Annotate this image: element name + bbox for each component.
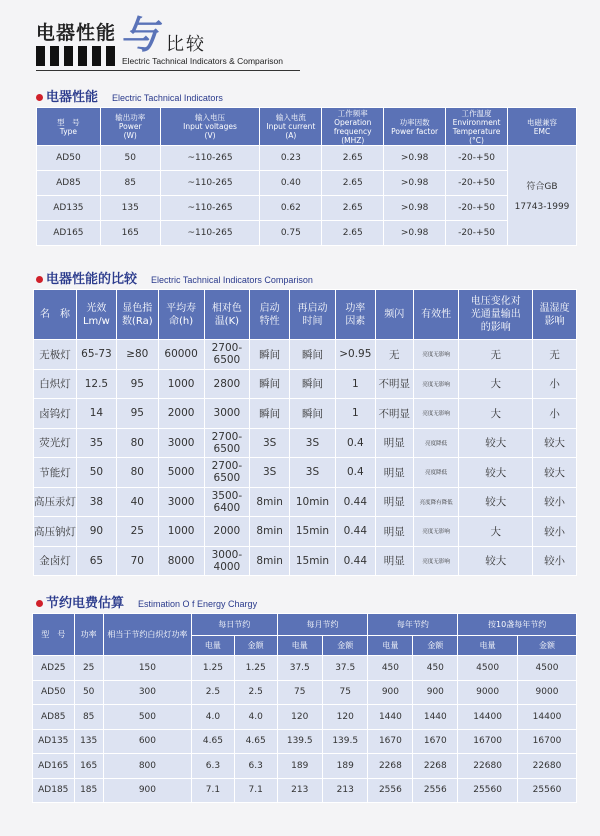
- column-header: 温湿度 影响: [533, 290, 577, 340]
- table-cell: 14: [77, 399, 117, 429]
- table-cell: 3500- 6400: [204, 487, 250, 517]
- column-group-header: 按10盏每年节约: [458, 614, 577, 636]
- table-cell: 较小: [533, 546, 577, 576]
- table-cell: 900: [413, 680, 458, 705]
- table-cell: 8min: [250, 517, 290, 547]
- column-header: 工作频率 Operation frequency (MHZ): [322, 108, 384, 146]
- table-row: [34, 487, 577, 517]
- table-cell: 1440: [368, 705, 413, 730]
- table-cell: 瞬间: [290, 340, 336, 370]
- table-cell: 3S: [250, 428, 290, 458]
- column-header: 电磁兼容 EMC: [508, 108, 577, 146]
- table-cell: 450: [368, 656, 413, 681]
- table-row: [33, 680, 577, 705]
- table-cell: 亮度无影响: [413, 546, 459, 576]
- table-cell: 3000- 4000: [204, 546, 250, 576]
- table-cell: >0.98: [384, 171, 446, 196]
- table-cell: 3S: [250, 458, 290, 488]
- section3-title-en: Estimation O f Energy Chargy: [138, 599, 258, 609]
- table-cell: 8min: [250, 487, 290, 517]
- table-cell: 3000: [204, 399, 250, 429]
- table-cell: 2000: [158, 399, 204, 429]
- column-subheader: 电量: [368, 636, 413, 656]
- emc-cell: 符合GB 17743-1999: [508, 146, 577, 246]
- column-header: 光效 Lm/w: [77, 290, 117, 340]
- table-cell: 0.4: [335, 458, 375, 488]
- table-cell: 25: [116, 517, 158, 547]
- table-cell: 65: [77, 546, 117, 576]
- table-row: [34, 340, 577, 370]
- column-header: 输入电流 Input current (A): [260, 108, 322, 146]
- table-cell: 大: [459, 517, 533, 547]
- table-cell: 150: [103, 656, 191, 681]
- table-cell: 6.3: [192, 754, 235, 779]
- table-cell: 亮度无影响: [413, 399, 459, 429]
- table-row: [34, 458, 577, 488]
- comparison-table: [33, 289, 577, 576]
- table-cell: 瞬间: [250, 399, 290, 429]
- table-cell: 213: [277, 778, 322, 803]
- column-header: 名 称: [34, 290, 77, 340]
- table-cell: AD135: [37, 196, 101, 221]
- table-cell: 500: [103, 705, 191, 730]
- table-cell: 无: [375, 340, 413, 370]
- table-cell: 25560: [517, 778, 576, 803]
- table-cell: 1440: [413, 705, 458, 730]
- table-cell: 3S: [290, 458, 336, 488]
- table-cell: 亮度无影响: [413, 340, 459, 370]
- table-cell: 75: [322, 680, 367, 705]
- column-header: 输出功率 Power (W): [100, 108, 160, 146]
- table-cell: 95: [116, 369, 158, 399]
- section3-title-text: 节约电费估算: [46, 596, 125, 611]
- table-cell: 213: [322, 778, 367, 803]
- table-cell: 9000: [458, 680, 518, 705]
- table-cell: 2.5: [234, 680, 277, 705]
- table-cell: 0.44: [335, 517, 375, 547]
- table-cell: 3S: [290, 428, 336, 458]
- table-cell: 1: [335, 399, 375, 429]
- table-cell: 2.65: [322, 221, 384, 246]
- table-cell: >0.98: [384, 196, 446, 221]
- table-cell: 185: [74, 778, 103, 803]
- table-cell: ≥80: [116, 340, 158, 370]
- table-cell: 85: [100, 171, 160, 196]
- table-cell: 90: [77, 517, 117, 547]
- table-cell: 瞬间: [290, 369, 336, 399]
- table-cell: 1000: [158, 517, 204, 547]
- table-cell: 2268: [368, 754, 413, 779]
- table-cell: 1.25: [192, 656, 235, 681]
- table-cell: 22680: [458, 754, 518, 779]
- header-subtitle: 比较: [166, 34, 206, 55]
- table-cell: AD50: [33, 680, 75, 705]
- column-header: 启动 特性: [250, 290, 290, 340]
- table-cell: -20-+50: [446, 221, 508, 246]
- table-cell: 1: [335, 369, 375, 399]
- header-english: Electric Tachnical Indicators & Comparison: [122, 56, 283, 66]
- column-subheader: 金额: [322, 636, 367, 656]
- table-cell: 较大: [533, 458, 577, 488]
- table-cell: 2.65: [322, 146, 384, 171]
- table-cell: 2.65: [322, 171, 384, 196]
- table-cell: 189: [277, 754, 322, 779]
- table-cell: 14400: [517, 705, 576, 730]
- table-cell: >0.98: [384, 146, 446, 171]
- section1-title-text: 电器性能: [46, 90, 99, 105]
- table-cell: ~110-265: [160, 221, 260, 246]
- table-cell: 金卤灯: [34, 546, 77, 576]
- table-cell: 5000: [158, 458, 204, 488]
- table-cell: 37.5: [277, 656, 322, 681]
- table-cell: 较小: [533, 487, 577, 517]
- table-cell: 0.44: [335, 546, 375, 576]
- column-header: 工作温度 Environment Temperature (°C): [446, 108, 508, 146]
- table-cell: 120: [322, 705, 367, 730]
- table-cell: 60000: [158, 340, 204, 370]
- column-header: 再启动 时间: [290, 290, 336, 340]
- page-header: [0, 0, 600, 80]
- table-cell: 38: [77, 487, 117, 517]
- column-subheader: 电量: [277, 636, 322, 656]
- column-subheader: 金额: [517, 636, 576, 656]
- table-cell: 0.75: [260, 221, 322, 246]
- table-row: [34, 428, 577, 458]
- section3-title: [36, 592, 257, 611]
- table-cell: 16700: [458, 729, 518, 754]
- table-cell: 高压钠灯: [34, 517, 77, 547]
- column-group-header: 每日节约: [192, 614, 277, 636]
- table-cell: 2.5: [192, 680, 235, 705]
- column-header-power: 功率: [74, 614, 103, 656]
- table-cell: 不明显: [375, 399, 413, 429]
- table-cell: 120: [277, 705, 322, 730]
- section2-title-text: 电器性能的比较: [46, 272, 138, 287]
- table-cell: 瞬间: [250, 369, 290, 399]
- table-cell: 2556: [413, 778, 458, 803]
- table-cell: 9000: [517, 680, 576, 705]
- table-cell: 70: [116, 546, 158, 576]
- table-row: [33, 729, 577, 754]
- table-cell: 节能灯: [34, 458, 77, 488]
- table-cell: 较大: [533, 428, 577, 458]
- table-cell: 无极灯: [34, 340, 77, 370]
- table-cell: 600: [103, 729, 191, 754]
- table-cell: 8000: [158, 546, 204, 576]
- table-cell: 0.44: [335, 487, 375, 517]
- column-header: 有效性: [413, 290, 459, 340]
- table-cell: 2.65: [322, 196, 384, 221]
- table-cell: 165: [74, 754, 103, 779]
- column-header: 频闪: [375, 290, 413, 340]
- table-cell: 1670: [413, 729, 458, 754]
- bullet-icon: [36, 276, 43, 283]
- table-cell: 2000: [204, 517, 250, 547]
- table-cell: -20-+50: [446, 171, 508, 196]
- table-cell: 0.23: [260, 146, 322, 171]
- table-cell: 较小: [533, 517, 577, 547]
- table-cell: 139.5: [322, 729, 367, 754]
- table-cell: 50: [77, 458, 117, 488]
- table-row: [37, 146, 577, 171]
- table-cell: 1670: [368, 729, 413, 754]
- column-header-equivalent: 相当于节约白炽灯功率: [103, 614, 191, 656]
- section1-title: [36, 86, 223, 105]
- table-cell: 明显: [375, 428, 413, 458]
- table-cell: 10min: [290, 487, 336, 517]
- table-cell: 300: [103, 680, 191, 705]
- column-header: 显色指 数(Ra): [116, 290, 158, 340]
- column-group-header: 每月节约: [277, 614, 368, 636]
- section1-title-en: Electric Tachnical Indicators: [112, 93, 223, 103]
- table-cell: 亮度降低: [413, 428, 459, 458]
- table-cell: 荧光灯: [34, 428, 77, 458]
- table-cell: 较大: [459, 487, 533, 517]
- table-cell: 小: [533, 369, 577, 399]
- table-cell: 明显: [375, 487, 413, 517]
- table-cell: 900: [368, 680, 413, 705]
- column-subheader: 电量: [192, 636, 235, 656]
- table-row: [37, 196, 577, 221]
- column-subheader: 电量: [458, 636, 518, 656]
- header-title: 电器性能: [36, 22, 117, 44]
- column-header: 平均寿 命(h): [158, 290, 204, 340]
- table-cell: 卤钨灯: [34, 399, 77, 429]
- table-cell: 4.65: [192, 729, 235, 754]
- column-group-header: 每年节约: [368, 614, 458, 636]
- table-cell: 2700- 6500: [204, 458, 250, 488]
- table-cell: 2700- 6500: [204, 340, 250, 370]
- table-cell: 37.5: [322, 656, 367, 681]
- header-big-char: 与: [120, 13, 159, 57]
- table-cell: 亮度降低: [413, 458, 459, 488]
- column-header: 型 号 Type: [37, 108, 101, 146]
- table-cell: 800: [103, 754, 191, 779]
- table-row: [34, 546, 577, 576]
- table-row: [34, 517, 577, 547]
- table-cell: 16700: [517, 729, 576, 754]
- table-row: [37, 171, 577, 196]
- column-header: 相对色 温(K): [204, 290, 250, 340]
- table-cell: 3000: [158, 428, 204, 458]
- table-row: [34, 399, 577, 429]
- table-cell: 亮度降有降低: [413, 487, 459, 517]
- table-cell: 165: [100, 221, 160, 246]
- table-cell: 3000: [158, 487, 204, 517]
- table-cell: 35: [77, 428, 117, 458]
- table-row: [34, 369, 577, 399]
- table-cell: 139.5: [277, 729, 322, 754]
- table-cell: AD85: [37, 171, 101, 196]
- table-cell: 0.4: [335, 428, 375, 458]
- table-cell: >0.95: [335, 340, 375, 370]
- table-cell: 0.62: [260, 196, 322, 221]
- table-cell: 25560: [458, 778, 518, 803]
- column-header: 功率 因素: [335, 290, 375, 340]
- table-cell: ~110-265: [160, 146, 260, 171]
- table-cell: 7.1: [234, 778, 277, 803]
- column-header-type: 型 号: [33, 614, 75, 656]
- bullet-icon: [36, 600, 43, 607]
- table-cell: 135: [74, 729, 103, 754]
- table-cell: 7.1: [192, 778, 235, 803]
- table-cell: 亮度无影响: [413, 369, 459, 399]
- table-cell: AD165: [37, 221, 101, 246]
- table-cell: 65-73: [77, 340, 117, 370]
- table-cell: 15min: [290, 517, 336, 547]
- energy-saving-table: [32, 613, 577, 803]
- bullet-icon: [36, 94, 43, 101]
- table-cell: 2700- 6500: [204, 428, 250, 458]
- table-cell: 小: [533, 399, 577, 429]
- table-cell: 明显: [375, 458, 413, 488]
- table-cell: 50: [74, 680, 103, 705]
- table-cell: 1000: [158, 369, 204, 399]
- table-row: [37, 221, 577, 246]
- column-header: 输入电压 Input voltages (V): [160, 108, 260, 146]
- table-row: [33, 754, 577, 779]
- decorative-bars: [36, 46, 116, 66]
- table-cell: 25: [74, 656, 103, 681]
- table-cell: 不明显: [375, 369, 413, 399]
- table-cell: 较大: [459, 458, 533, 488]
- table-cell: 无: [459, 340, 533, 370]
- table-cell: 明显: [375, 546, 413, 576]
- table-cell: 1.25: [234, 656, 277, 681]
- table-cell: 白炽灯: [34, 369, 77, 399]
- table-cell: 12.5: [77, 369, 117, 399]
- column-header: 功率因数 Power factor: [384, 108, 446, 146]
- table-cell: 135: [100, 196, 160, 221]
- table-cell: 6.3: [234, 754, 277, 779]
- table-cell: 189: [322, 754, 367, 779]
- table-cell: -20-+50: [446, 146, 508, 171]
- table-cell: 95: [116, 399, 158, 429]
- column-subheader: 金额: [413, 636, 458, 656]
- table-cell: 4.0: [192, 705, 235, 730]
- table-cell: AD85: [33, 705, 75, 730]
- table-cell: 14400: [458, 705, 518, 730]
- table-cell: 2556: [368, 778, 413, 803]
- electrical-indicators-table: [36, 107, 577, 246]
- table-cell: 高压汞灯: [34, 487, 77, 517]
- table-cell: AD50: [37, 146, 101, 171]
- table-cell: 15min: [290, 546, 336, 576]
- table-cell: 4500: [517, 656, 576, 681]
- table-cell: 4.0: [234, 705, 277, 730]
- table-cell: 亮度无影响: [413, 517, 459, 547]
- table-cell: AD185: [33, 778, 75, 803]
- section2-title-en: Electric Tachnical Indicators Comparison: [151, 275, 313, 285]
- table-cell: AD135: [33, 729, 75, 754]
- table-cell: 900: [103, 778, 191, 803]
- table-cell: 较大: [459, 546, 533, 576]
- table-cell: AD25: [33, 656, 75, 681]
- table-cell: ~110-265: [160, 196, 260, 221]
- table-row: [33, 656, 577, 681]
- table-cell: 75: [277, 680, 322, 705]
- table-cell: 450: [413, 656, 458, 681]
- column-header: 电压变化对 光通量输出 的影响: [459, 290, 533, 340]
- table-cell: 大: [459, 399, 533, 429]
- table-cell: 2268: [413, 754, 458, 779]
- table-cell: 4.65: [234, 729, 277, 754]
- column-subheader: 金额: [234, 636, 277, 656]
- table-cell: ~110-265: [160, 171, 260, 196]
- table-cell: 22680: [517, 754, 576, 779]
- table-cell: 较大: [459, 428, 533, 458]
- table-cell: 瞬间: [250, 340, 290, 370]
- table-cell: 0.40: [260, 171, 322, 196]
- table-cell: 85: [74, 705, 103, 730]
- section2-title: [36, 268, 313, 287]
- table-cell: 8min: [250, 546, 290, 576]
- table-cell: 4500: [458, 656, 518, 681]
- table-cell: 无: [533, 340, 577, 370]
- table-cell: >0.98: [384, 221, 446, 246]
- table-cell: AD165: [33, 754, 75, 779]
- table-cell: 明显: [375, 517, 413, 547]
- table-cell: 瞬间: [290, 399, 336, 429]
- table-cell: 40: [116, 487, 158, 517]
- table-cell: -20-+50: [446, 196, 508, 221]
- table-row: [33, 705, 577, 730]
- header-divider: [36, 70, 300, 71]
- table-cell: 2800: [204, 369, 250, 399]
- table-cell: 80: [116, 428, 158, 458]
- table-row: [33, 778, 577, 803]
- table-cell: 80: [116, 458, 158, 488]
- table-cell: 50: [100, 146, 160, 171]
- table-cell: 大: [459, 369, 533, 399]
